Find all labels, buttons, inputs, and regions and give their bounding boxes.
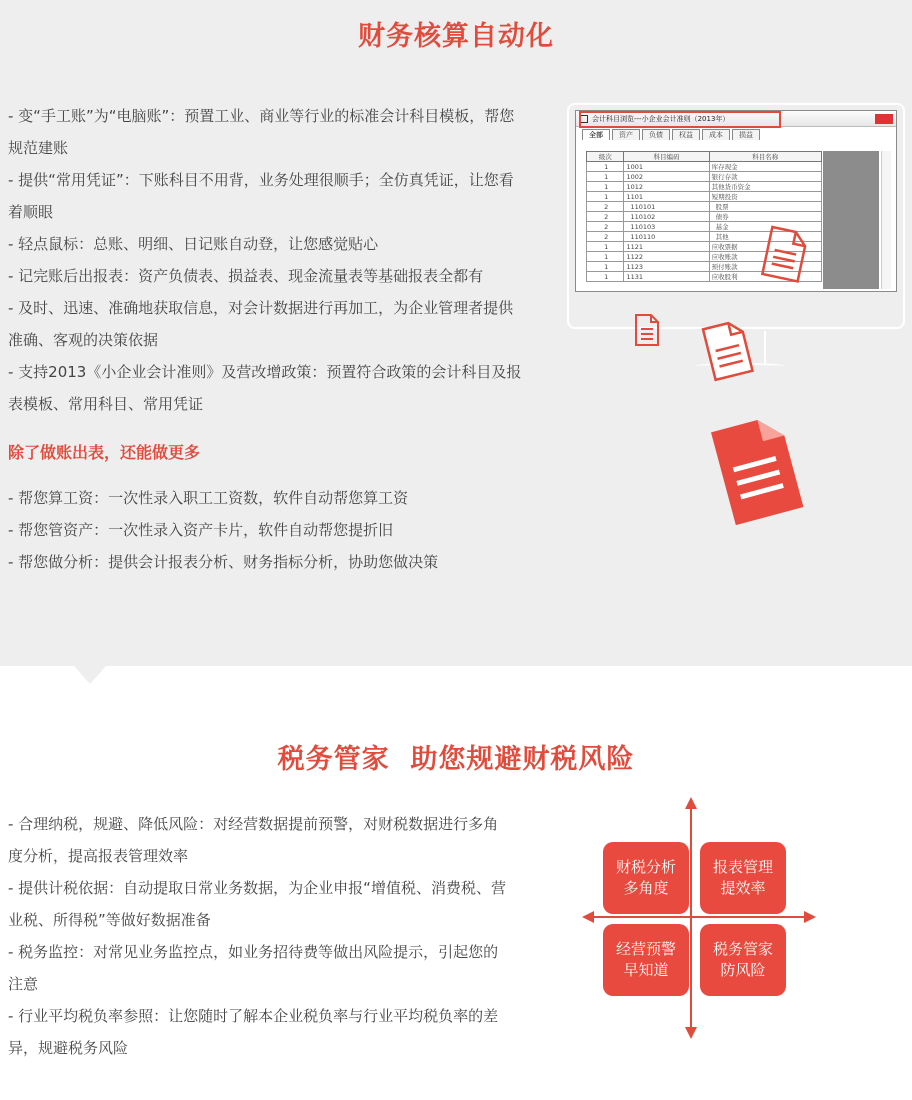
code-cell: 1012 [624,182,709,192]
feature-item: - 变“手工账”为“电脑账”：预置工业、商业等行业的标准会计科目模板，帮您规范建账 [8,107,515,157]
tax-feature-item: - 合理纳税，规避、降低风险：对经营数据提前预警，对财税数据进行多角度分析，提高报表管理效率 [8,815,499,865]
table-row[interactable] [587,192,822,202]
level-cell: 1 [587,262,624,272]
quadrant-reports [700,842,786,914]
extra-feature-item: - 帮您管资产：一次性录入资产卡片，软件自动帮您提折旧 [8,521,394,539]
document-outline-icon [757,224,811,284]
code-cell: 1131 [624,272,709,282]
tax-feature-list [8,808,508,1064]
tab-liabilities[interactable]: 负债 [642,129,670,140]
code-cell: 1001 [624,162,709,172]
code-cell: 110102 [624,212,709,222]
code-cell: 1101 [624,192,709,202]
level-cell: 2 [587,212,624,222]
column-header-name: 科目名称 [709,152,821,162]
arrow-down-icon [685,1027,697,1039]
quadrant-label: 早知道 [623,961,669,979]
small-document-icon [632,312,662,348]
level-cell: 1 [587,192,624,202]
quadrant-label: 提效率 [720,879,766,897]
code-cell: 1123 [624,262,709,272]
name-cell: 应收股利 [709,272,821,282]
quadrant-label: 防风险 [720,961,766,979]
table-side-panel [823,151,879,289]
close-icon[interactable] [875,114,893,124]
quadrant-label: 税务管家 [712,940,773,958]
level-cell: 2 [587,202,624,212]
level-cell: 1 [587,252,624,262]
code-cell: 110101 [624,202,709,212]
column-header-code: 科目编码 [624,152,709,162]
level-cell: 2 [587,232,624,242]
name-cell: 基金 [709,222,821,232]
level-cell: 1 [587,242,624,252]
level-cell: 2 [587,222,624,232]
name-cell: 库存现金 [709,162,821,172]
name-cell: 其他 [709,232,821,242]
code-cell: 1122 [624,252,709,262]
section-divider-notch [74,666,106,684]
column-header-level: 级次 [587,152,624,162]
feature-item: - 提供“常用凭证”：下账科目不用背，业务处理很顺手；全仿真凭证，让您看着顺眼 [8,171,514,221]
tax-quadrant-diagram [582,797,816,1039]
extra-feature-item: - 帮您算工资：一次性录入职工工资数，软件自动帮您算工资 [8,489,409,507]
quadrant-label: 经营预警 [615,940,676,958]
name-cell: 银行存款 [709,172,821,182]
table-row[interactable] [587,182,822,192]
level-cell: 1 [587,162,624,172]
document-outline-icon [697,318,759,384]
tab-cost[interactable]: 成本 [702,129,730,140]
name-cell: 应收票据 [709,242,821,252]
quadrant-warning [603,924,689,996]
code-cell: 110110 [624,232,709,242]
feature-item: - 支持2013《小企业会计准则》及营改增政策：预置符合政策的会计科目及报表模板、常用科目、常用凭证 [8,363,522,413]
extra-feature-list [8,482,528,578]
code-cell: 110103 [624,222,709,232]
feature-list [8,100,528,420]
quadrant-analysis [603,842,689,914]
name-cell: 短期投资 [709,192,821,202]
table-row[interactable] [587,212,822,222]
name-cell: 其他货币资金 [709,182,821,192]
tax-feature-item: - 行业平均税负率参照：让您随时了解本企业税负率与行业平均税负率的差异，规避税务风险 [8,1007,499,1057]
table-row[interactable] [587,162,822,172]
arrow-left-icon [582,911,594,923]
quadrant-label: 报表管理 [712,858,773,876]
table-row[interactable] [587,172,822,182]
cross-arrows [582,797,816,1039]
table-row[interactable] [587,202,822,212]
level-cell: 1 [587,182,624,192]
account-browser-window [575,110,897,292]
section2-title: 税务管家 助您规避财税风险 [277,744,635,775]
tab-profit-loss[interactable]: 损益 [732,129,760,140]
name-cell: 债券 [709,212,821,222]
level-cell: 1 [587,272,624,282]
tab-equity[interactable]: 权益 [672,129,700,140]
quadrant-label: 财税分析 [615,858,676,876]
name-cell: 应收账款 [709,252,821,262]
arrow-right-icon [804,911,816,923]
name-cell: 预付账款 [709,262,821,272]
feature-item: - 记完账后出报表：资产负债表、损益表、现金流量表等基础报表全都有 [8,267,484,285]
tax-feature-item: - 税务监控：对常见业务监控点，如业务招待费等做出风险提示，引起您的注意 [8,943,499,993]
quadrant-tax-risk [700,924,786,996]
more-features-heading: 除了做账出表，还能做更多 [8,443,201,462]
feature-item: - 轻点鼠标：总账、明细、日记账自动登，让您感觉贴心 [8,235,379,253]
quadrant-label: 多角度 [623,879,669,897]
feature-item: - 及时、迅速、准确地获取信息，对会计数据进行再加工，为企业管理者提供准确、客观的决策依据 [8,299,514,349]
code-cell: 1002 [624,172,709,182]
extra-feature-item: - 帮您做分析：提供会计报表分析、财务指标分析，协助您做决策 [8,553,439,571]
level-cell: 1 [587,172,624,182]
tax-feature-item: - 提供计税依据：自动提取日常业务数据，为企业申报“增值税、消费税、营业税、所得税”等做好数据准备 [8,879,506,929]
section1-title: 财务核算自动化 [358,21,554,52]
vertical-scrollbar[interactable] [881,151,891,289]
tab-assets[interactable]: 资产 [612,129,640,140]
code-cell: 1121 [624,242,709,252]
name-cell: 股票 [709,202,821,212]
account-tabs [576,127,896,140]
arrow-up-icon [685,797,697,809]
document-solid-icon [700,408,812,530]
title-highlight-frame [579,111,781,128]
tab-all[interactable]: 全部 [582,129,610,140]
window-title: 会计科目浏览---小企业会计准则（2013年） [592,114,730,123]
